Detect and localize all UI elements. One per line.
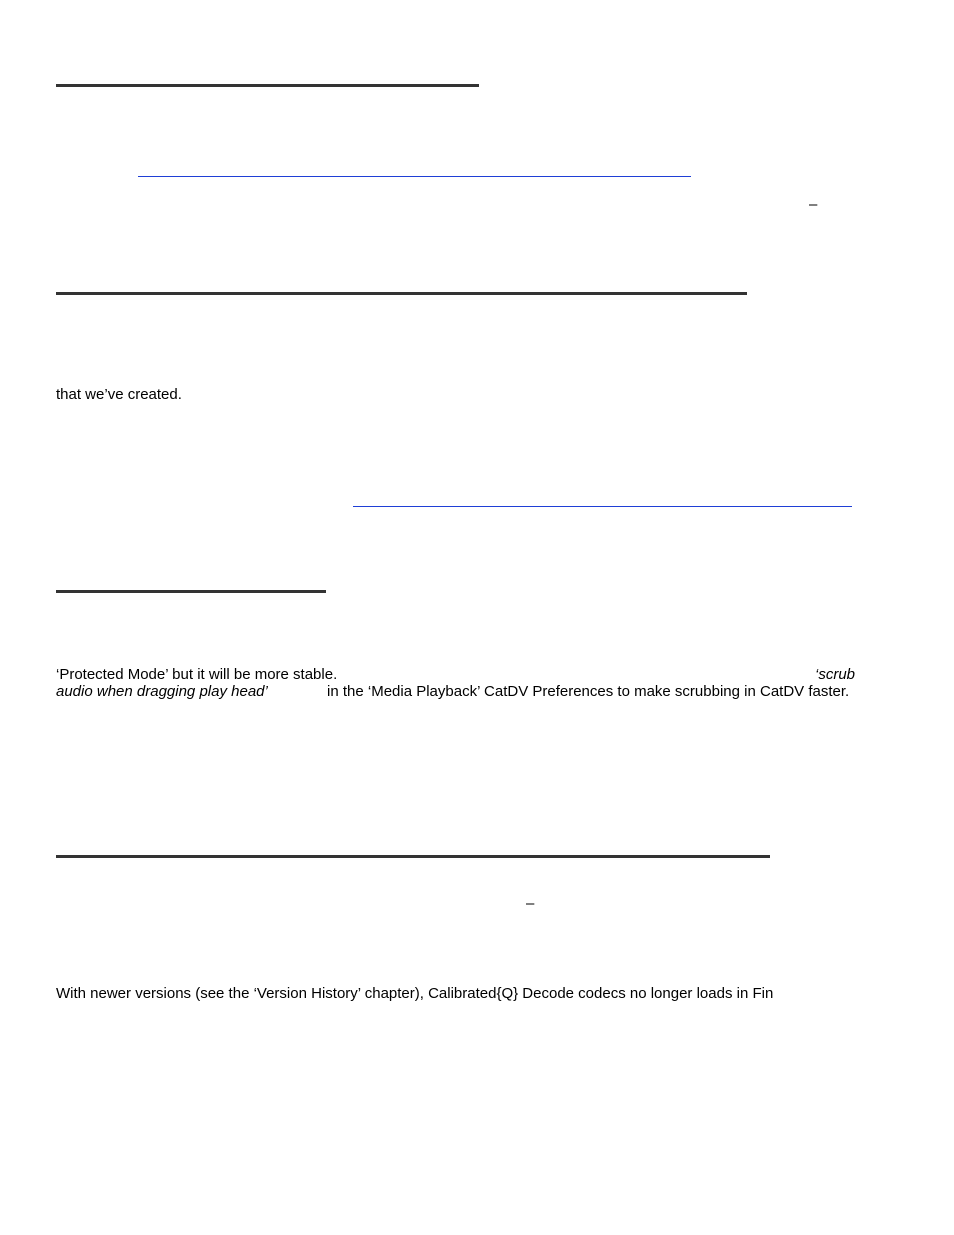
section-4-text-line: With newer versions (see the ‘Version History’ chapter), Calibrated{Q} Decode codecs no longer loads in Fin — [56, 985, 774, 1002]
section-3-text-line-2: in the ‘Media Playback’ CatDV Preferences to make scrubbing in CatDV faster. — [327, 683, 850, 700]
section-1-dash: – — [809, 196, 818, 213]
section-1-heading-rule — [56, 84, 479, 87]
section-3-heading-rule — [56, 590, 326, 593]
section-1-link-underline[interactable] — [138, 176, 691, 177]
section-3-italic-play-head: audio when dragging play head’ — [56, 683, 268, 700]
section-3-text-line-1: ‘Protected Mode’ but it will be more stable. — [56, 666, 338, 683]
section-4-heading-rule — [56, 855, 770, 858]
section-2-link-underline[interactable] — [353, 506, 852, 507]
section-3-italic-scrub: ‘scrub — [815, 666, 856, 683]
section-2-text-line: that we’ve created. — [56, 386, 182, 403]
section-2-heading-rule — [56, 292, 747, 295]
section-4-dash: – — [526, 895, 535, 912]
